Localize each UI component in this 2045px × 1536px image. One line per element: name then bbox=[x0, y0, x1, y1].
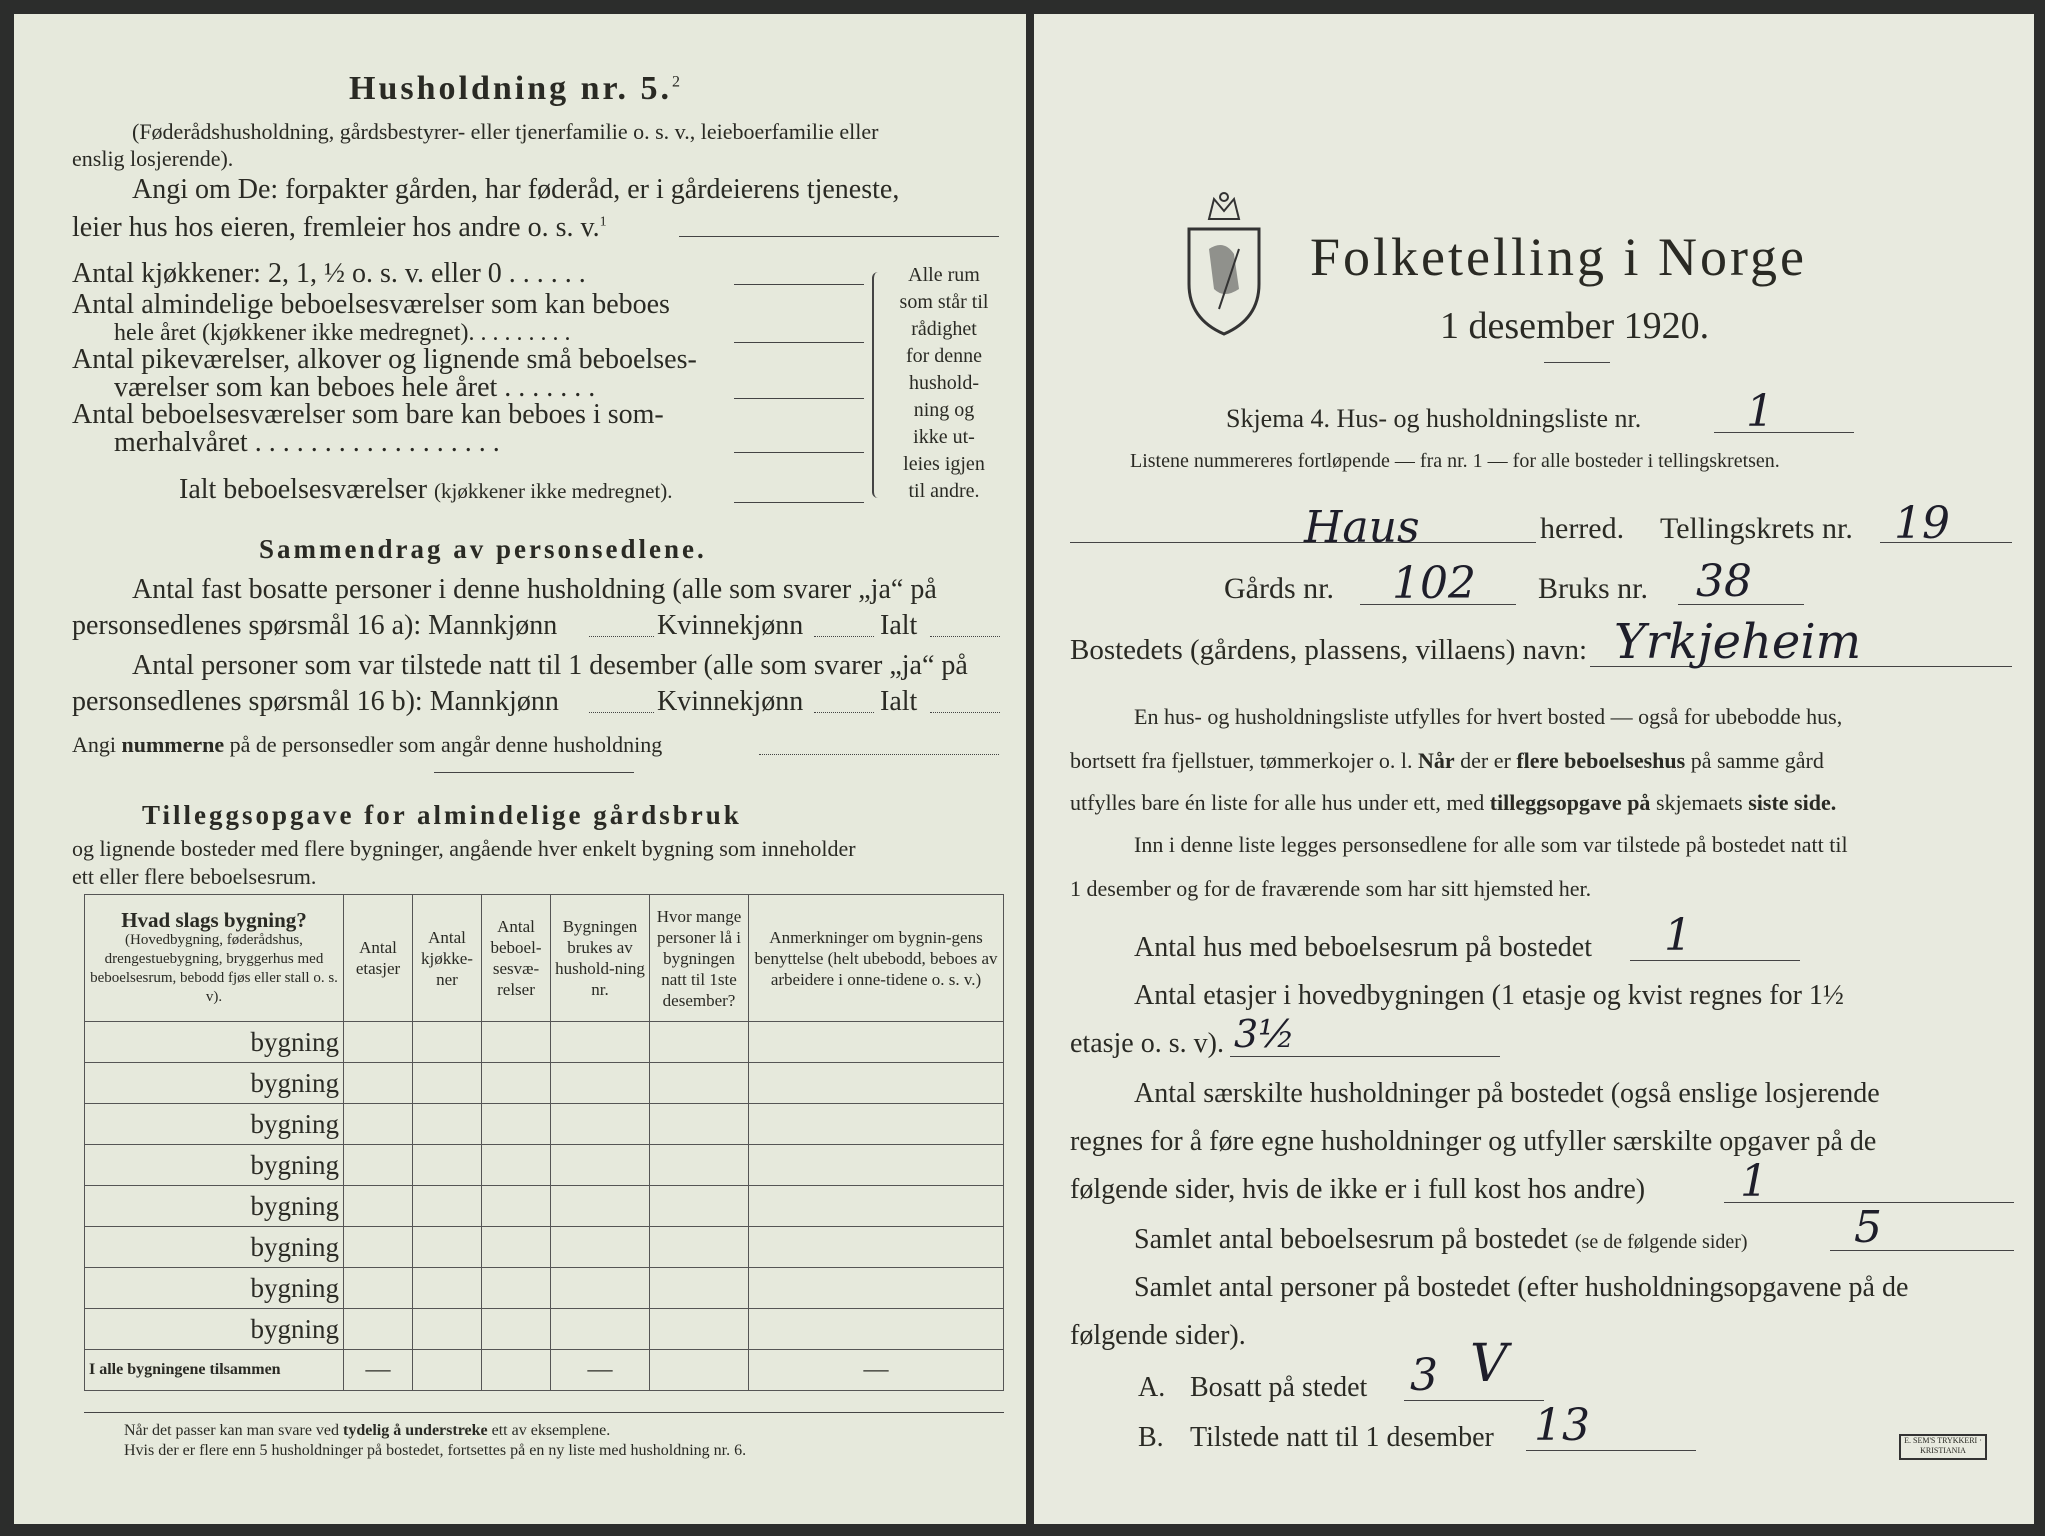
samlet-rum-label bbox=[1134, 1224, 1748, 1256]
bostedets-value[interactable]: Yrkjeheim bbox=[1614, 614, 1862, 670]
section-divider bbox=[434, 772, 634, 773]
building-row-label[interactable]: bygning bbox=[85, 1145, 344, 1186]
a-label: A. bbox=[1138, 1372, 1166, 1403]
census-date: 1 desember 1920. bbox=[1440, 305, 1710, 347]
building-cell[interactable] bbox=[413, 1063, 482, 1104]
side-note-line: leies igjen bbox=[903, 453, 985, 475]
hush-line-2: regnes for å føre egne husholdninger og utfyller særskilte opgaver på de bbox=[1070, 1126, 1877, 1157]
skjema-value[interactable]: 1 bbox=[1746, 386, 1774, 437]
building-cell[interactable] bbox=[749, 1022, 1004, 1063]
table-total-row bbox=[85, 1350, 1004, 1391]
sommer-answer[interactable] bbox=[734, 452, 864, 453]
col-header-type-title: Hvad slags bygning? bbox=[121, 907, 307, 932]
building-cell[interactable] bbox=[344, 1063, 413, 1104]
side-note-line: til andre. bbox=[908, 480, 980, 502]
bruks-value[interactable]: 38 bbox=[1696, 556, 1752, 607]
tilst-mann-answer[interactable] bbox=[589, 712, 654, 713]
building-row-label[interactable]: bygning bbox=[85, 1309, 344, 1350]
table-row bbox=[85, 1145, 1004, 1186]
fast-kvinne-label: Kvinnekjønn bbox=[657, 610, 804, 641]
tilst-ialt-label: Ialt bbox=[880, 686, 918, 717]
building-cell[interactable] bbox=[482, 1104, 551, 1145]
table-row bbox=[85, 1186, 1004, 1227]
nummerne-answer[interactable] bbox=[759, 754, 999, 755]
table-row bbox=[85, 1063, 1004, 1104]
col-header-husholdning: Bygningen brukes av hushold-ning nr. bbox=[551, 895, 650, 1022]
skjema-label: Skjema 4. Hus- og husholdningsliste nr. bbox=[1226, 404, 1642, 433]
building-cell[interactable] bbox=[650, 1063, 749, 1104]
total-dash: — bbox=[344, 1350, 413, 1391]
col-header-vaerelser: Antal beboel-sesvæ-relser bbox=[482, 895, 551, 1022]
building-cell[interactable] bbox=[749, 1268, 1004, 1309]
coat-of-arms-icon bbox=[1179, 189, 1269, 339]
table-header-row bbox=[85, 895, 1004, 1022]
side-note-line: for denne bbox=[905, 345, 983, 367]
ialt-label bbox=[179, 474, 673, 506]
side-note-line: Alle rum bbox=[908, 264, 980, 286]
antal-hus-value[interactable]: 1 bbox=[1664, 910, 1692, 961]
side-note-line: rådighet bbox=[911, 318, 977, 340]
buildings-table-body bbox=[85, 1022, 1004, 1350]
household-title-sup: 2 bbox=[672, 73, 680, 91]
bruks-label: Bruks nr. bbox=[1538, 572, 1649, 605]
side-brace bbox=[872, 272, 882, 498]
col-header-kjokkener: Antal kjøkke-ner bbox=[413, 895, 482, 1022]
info-line-4: Inn i denne liste legges personsedlene for alle som var tilstede på bostedet natt til bbox=[1134, 832, 1848, 857]
building-row-label[interactable]: bygning bbox=[85, 1227, 344, 1268]
building-cell[interactable] bbox=[344, 1145, 413, 1186]
building-cell[interactable] bbox=[413, 1186, 482, 1227]
herred-label: herred. bbox=[1540, 512, 1625, 545]
building-row-label[interactable]: bygning bbox=[85, 1186, 344, 1227]
building-cell[interactable] bbox=[551, 1022, 650, 1063]
building-cell[interactable] bbox=[482, 1063, 551, 1104]
side-note-line: ikke ut- bbox=[913, 426, 975, 448]
left-page bbox=[14, 14, 1026, 1524]
gards-label: Gårds nr. bbox=[1224, 572, 1334, 605]
angi-line-1: Angi om De: forpakter gården, har føderåd, er i gårdeierens tjeneste, bbox=[132, 174, 900, 205]
building-row-label[interactable]: bygning bbox=[85, 1022, 344, 1063]
building-cell[interactable] bbox=[413, 1145, 482, 1186]
building-cell[interactable] bbox=[344, 1309, 413, 1350]
alm-label-1: Antal almindelige beboelsesværelser som kan beboes bbox=[72, 289, 670, 320]
building-cell[interactable] bbox=[650, 1145, 749, 1186]
info-2-b1: Når bbox=[1417, 748, 1455, 773]
pike-label-2: værelser som kan beboes hele året . . . . . . . bbox=[114, 372, 596, 403]
building-cell[interactable] bbox=[482, 1227, 551, 1268]
tillegg-line-1: og lignende bosteder med flere bygninger, angående hver enkelt bygning som inneholder bbox=[72, 836, 856, 861]
building-cell[interactable] bbox=[749, 1145, 1004, 1186]
alm-answer[interactable] bbox=[734, 342, 864, 343]
building-cell[interactable] bbox=[749, 1227, 1004, 1268]
samlet-rum-value[interactable]: 5 bbox=[1854, 1202, 1882, 1253]
kjokkener-label: Antal kjøkkener: 2, 1, ½ o. s. v. eller 0 . . . . . . bbox=[72, 258, 586, 289]
antal-hus-label: Antal hus med beboelsesrum på bostedet bbox=[1134, 932, 1593, 963]
buildings-table bbox=[84, 894, 1004, 1391]
sammendrag-title: Sammendrag av personsedlene. bbox=[259, 534, 707, 564]
hush-value[interactable]: 1 bbox=[1740, 1156, 1768, 1207]
building-cell[interactable] bbox=[749, 1104, 1004, 1145]
info-line-3 bbox=[1070, 790, 1836, 816]
building-cell[interactable] bbox=[551, 1145, 650, 1186]
building-cell[interactable] bbox=[551, 1063, 650, 1104]
b-value[interactable]: 13 bbox=[1534, 1400, 1590, 1451]
herred-value[interactable]: Haus bbox=[1304, 502, 1420, 553]
col-header-personer: Hvor mange personer lå i bygningen natt til 1ste desember? bbox=[650, 895, 749, 1022]
table-row bbox=[85, 1227, 1004, 1268]
info-line-2 bbox=[1070, 748, 1824, 774]
building-cell[interactable] bbox=[482, 1145, 551, 1186]
building-cell[interactable] bbox=[650, 1227, 749, 1268]
table-row bbox=[85, 1104, 1004, 1145]
col-header-etasjer: Antal etasjer bbox=[344, 895, 413, 1022]
total-dash: — bbox=[749, 1350, 1004, 1391]
total-cell[interactable] bbox=[413, 1350, 482, 1391]
listene-note: Listene nummereres fortløpende — fra nr. 1 — for alle bosteder i tellingskretsen. bbox=[1130, 450, 1780, 472]
building-cell[interactable] bbox=[413, 1104, 482, 1145]
side-note-line: ning og bbox=[913, 399, 975, 421]
building-cell[interactable] bbox=[482, 1309, 551, 1350]
footnote-2: Hvis der er flere enn 5 husholdninger på bostedet, fortsettes på en ny liste med husholdning nr. 6. bbox=[124, 1442, 747, 1459]
etasjer-line-2: etasje o. s. v). bbox=[1070, 1028, 1224, 1059]
col-header-type bbox=[85, 895, 344, 1022]
building-cell[interactable] bbox=[551, 1104, 650, 1145]
tellingskrets-value[interactable]: 19 bbox=[1894, 498, 1950, 549]
tilst-line-2: personsedlenes spørsmål 16 b): Mannkjønn bbox=[72, 686, 559, 717]
title-divider bbox=[1544, 362, 1610, 363]
building-row-label[interactable]: bygning bbox=[85, 1063, 344, 1104]
b-label: B. bbox=[1138, 1422, 1164, 1453]
hush-line-3: følgende sider, hvis de ikke er i full kost hos andre) bbox=[1070, 1174, 1646, 1205]
building-cell[interactable] bbox=[482, 1186, 551, 1227]
tilst-ialt-answer[interactable] bbox=[930, 712, 1000, 713]
b-text: Tilstede natt til 1 desember bbox=[1190, 1422, 1494, 1453]
building-cell[interactable] bbox=[551, 1227, 650, 1268]
building-row-label[interactable]: bygning bbox=[85, 1268, 344, 1309]
info-2-b2: flere beboelseshus bbox=[1516, 748, 1686, 773]
angi-line-2-text: leier hus hos eieren, fremleier hos andre o. s. v. bbox=[72, 212, 600, 243]
tilst-kvinne-label: Kvinnekjønn bbox=[657, 686, 804, 717]
angi-line-2 bbox=[72, 212, 607, 244]
info-3-pre: utfylles bare én liste for alle hus under ett, med bbox=[1070, 790, 1485, 815]
info-3-mid: skjemaets bbox=[1655, 790, 1743, 815]
footnote-1-post: ett av eksemplene. bbox=[491, 1422, 611, 1439]
building-cell[interactable] bbox=[413, 1227, 482, 1268]
building-row-label[interactable]: bygning bbox=[85, 1104, 344, 1145]
building-cell[interactable] bbox=[482, 1022, 551, 1063]
samlet-rum-text: Samlet antal beboelsesrum på bostedet bbox=[1134, 1224, 1568, 1255]
building-cell[interactable] bbox=[551, 1268, 650, 1309]
sommer-label-2: merhalvåret . . . . . . . . . . . . . . . . . . bbox=[114, 427, 500, 458]
skjema-line bbox=[1714, 432, 1854, 433]
census-title: Folketelling i Norge bbox=[1310, 227, 1807, 287]
total-cell[interactable] bbox=[482, 1350, 551, 1391]
antal-hus-line bbox=[1630, 960, 1800, 961]
info-2-mid: der er bbox=[1460, 748, 1511, 773]
fast-mann-answer[interactable] bbox=[589, 636, 654, 637]
fast-line-1: Antal fast bosatte personer i denne husholdning (alle som svarer „ja“ på bbox=[132, 574, 937, 605]
tilst-line-1: Antal personer som var tilstede natt til 1 desember (alle som svarer „ja“ på bbox=[132, 650, 968, 681]
angi-answer-line[interactable] bbox=[679, 236, 999, 237]
sommer-label-1: Antal beboelsesværelser som bare kan beboes i som- bbox=[72, 399, 664, 430]
alm-label-2: hele året (kjøkkener ikke medregnet). . . . . . . . . bbox=[114, 320, 571, 346]
etasjer-line bbox=[1230, 1056, 1500, 1057]
household-title-text: Husholdning nr. 5. bbox=[349, 70, 672, 107]
building-cell[interactable] bbox=[413, 1309, 482, 1350]
fast-ialt-label: Ialt bbox=[880, 610, 918, 641]
fast-ialt-answer[interactable] bbox=[930, 636, 1000, 637]
nummerne-pre: Angi bbox=[72, 732, 116, 757]
intro-note-2: enslig losjerende). bbox=[72, 146, 234, 171]
a-check-mark: V bbox=[1470, 1334, 1508, 1394]
building-cell[interactable] bbox=[650, 1309, 749, 1350]
ialt-text: Ialt beboelsesværelser bbox=[179, 474, 428, 505]
etasjer-value[interactable]: 3½ bbox=[1234, 1012, 1296, 1056]
nummerne-bold: nummerne bbox=[121, 732, 225, 757]
fast-kvinne-answer[interactable] bbox=[814, 636, 874, 637]
building-cell[interactable] bbox=[344, 1104, 413, 1145]
a-value[interactable]: 3 bbox=[1410, 1350, 1438, 1401]
right-page bbox=[1034, 14, 2034, 1524]
ialt-note: (kjøkkener ikke medregnet). bbox=[434, 479, 673, 503]
info-line-5: 1 desember og for de fraværende som har sitt hjemsted her. bbox=[1070, 876, 1592, 901]
samlet-pers-line-2: følgende sider). bbox=[1070, 1320, 1246, 1351]
a-text: Bosatt på stedet bbox=[1190, 1372, 1368, 1403]
tellingskrets-label: Tellingskrets nr. bbox=[1660, 512, 1853, 545]
side-note-line: hushold- bbox=[909, 372, 979, 394]
table-row bbox=[85, 1268, 1004, 1309]
building-cell[interactable] bbox=[344, 1268, 413, 1309]
herred-line bbox=[1070, 542, 1536, 543]
bostedets-label: Bostedets (gårdens, plassens, villaens) navn: bbox=[1070, 634, 1588, 666]
angi-sup: 1 bbox=[599, 214, 607, 230]
info-3-b1: tilleggsopgave på bbox=[1489, 790, 1651, 815]
building-cell[interactable] bbox=[650, 1104, 749, 1145]
building-cell[interactable] bbox=[749, 1186, 1004, 1227]
footnote-1 bbox=[124, 1422, 610, 1440]
household-title bbox=[349, 70, 680, 108]
building-cell[interactable] bbox=[344, 1186, 413, 1227]
total-label: I alle bygningene tilsammen bbox=[85, 1350, 344, 1391]
nummerne-line bbox=[72, 732, 662, 758]
building-cell[interactable] bbox=[482, 1268, 551, 1309]
pike-label-1: Antal pikeværelser, alkover og lignende små beboelses- bbox=[72, 344, 697, 375]
building-cell[interactable] bbox=[551, 1309, 650, 1350]
footnote-1-bold: tydelig å understreke bbox=[343, 1422, 488, 1439]
hush-line-1: Antal særskilte husholdninger på bostedet (også enslige losjerende bbox=[1134, 1078, 1880, 1109]
building-cell[interactable] bbox=[551, 1186, 650, 1227]
gards-value[interactable]: 102 bbox=[1392, 558, 1476, 609]
building-cell[interactable] bbox=[344, 1227, 413, 1268]
col-header-type-sub: (Hovedbygning, føderådshus, drengestuebygning, bryggerhus med beboelsesrum, bebodd fjøs eller stall o. s. v). bbox=[90, 931, 338, 1005]
total-cell[interactable] bbox=[650, 1350, 749, 1391]
pike-answer[interactable] bbox=[734, 398, 864, 399]
building-cell[interactable] bbox=[650, 1268, 749, 1309]
ialt-answer[interactable] bbox=[734, 502, 864, 503]
footnote-1-pre: Når det passer kan man svare ved bbox=[124, 1422, 340, 1439]
total-dash: — bbox=[551, 1350, 650, 1391]
building-cell[interactable] bbox=[344, 1022, 413, 1063]
building-cell[interactable] bbox=[650, 1022, 749, 1063]
side-note-line: som står til bbox=[899, 291, 989, 313]
info-3-b2: siste side. bbox=[1748, 790, 1837, 815]
table-row bbox=[85, 1022, 1004, 1063]
info-2-pre: bortsett fra fjellstuer, tømmerkojer o. l. bbox=[1070, 748, 1413, 773]
samlet-pers-line-1: Samlet antal personer på bostedet (efter husholdningsopgavene på de bbox=[1134, 1272, 1909, 1303]
samlet-rum-note: (se de følgende sider) bbox=[1574, 1231, 1748, 1253]
info-line-1: En hus- og husholdningsliste utfylles for hvert bosted — også for ubebodde hus, bbox=[1134, 704, 1843, 729]
col-header-anmerkninger: Anmerkninger om bygnin-gens benyttelse (helt ubebodd, beboes av arbeidere i onne-tidene o. s. v.) bbox=[749, 895, 1004, 1022]
kjokkener-answer[interactable] bbox=[734, 284, 864, 285]
building-cell[interactable] bbox=[413, 1268, 482, 1309]
footnote-divider bbox=[84, 1412, 1004, 1413]
building-cell[interactable] bbox=[749, 1063, 1004, 1104]
nummerne-post: på de personsedler som angår denne husholdning bbox=[229, 732, 663, 757]
fast-line-2: personsedlenes spørsmål 16 a): Mannkjønn bbox=[72, 610, 558, 641]
building-cell[interactable] bbox=[650, 1186, 749, 1227]
info-2-post: på samme gård bbox=[1690, 748, 1824, 773]
building-cell[interactable] bbox=[749, 1309, 1004, 1350]
building-cell[interactable] bbox=[413, 1022, 482, 1063]
etasjer-line-1: Antal etasjer i hovedbygningen (1 etasje og kvist regnes for 1½ bbox=[1134, 980, 1844, 1011]
printer-stamp: E. SEM'S TRYKKERI · KRISTIANIA bbox=[1899, 1434, 1987, 1460]
tillegg-line-2: ett eller flere beboelsesrum. bbox=[72, 864, 317, 889]
tillegg-title: Tilleggsopgave for almindelige gårdsbruk bbox=[142, 800, 742, 830]
tilst-kvinne-answer[interactable] bbox=[814, 712, 874, 713]
table-row bbox=[85, 1309, 1004, 1350]
side-note bbox=[884, 262, 1004, 505]
intro-note-1: (Føderådshusholdning, gårdsbestyrer- eller tjenerfamilie o. s. v., leieboerfamilie eller bbox=[132, 119, 879, 144]
